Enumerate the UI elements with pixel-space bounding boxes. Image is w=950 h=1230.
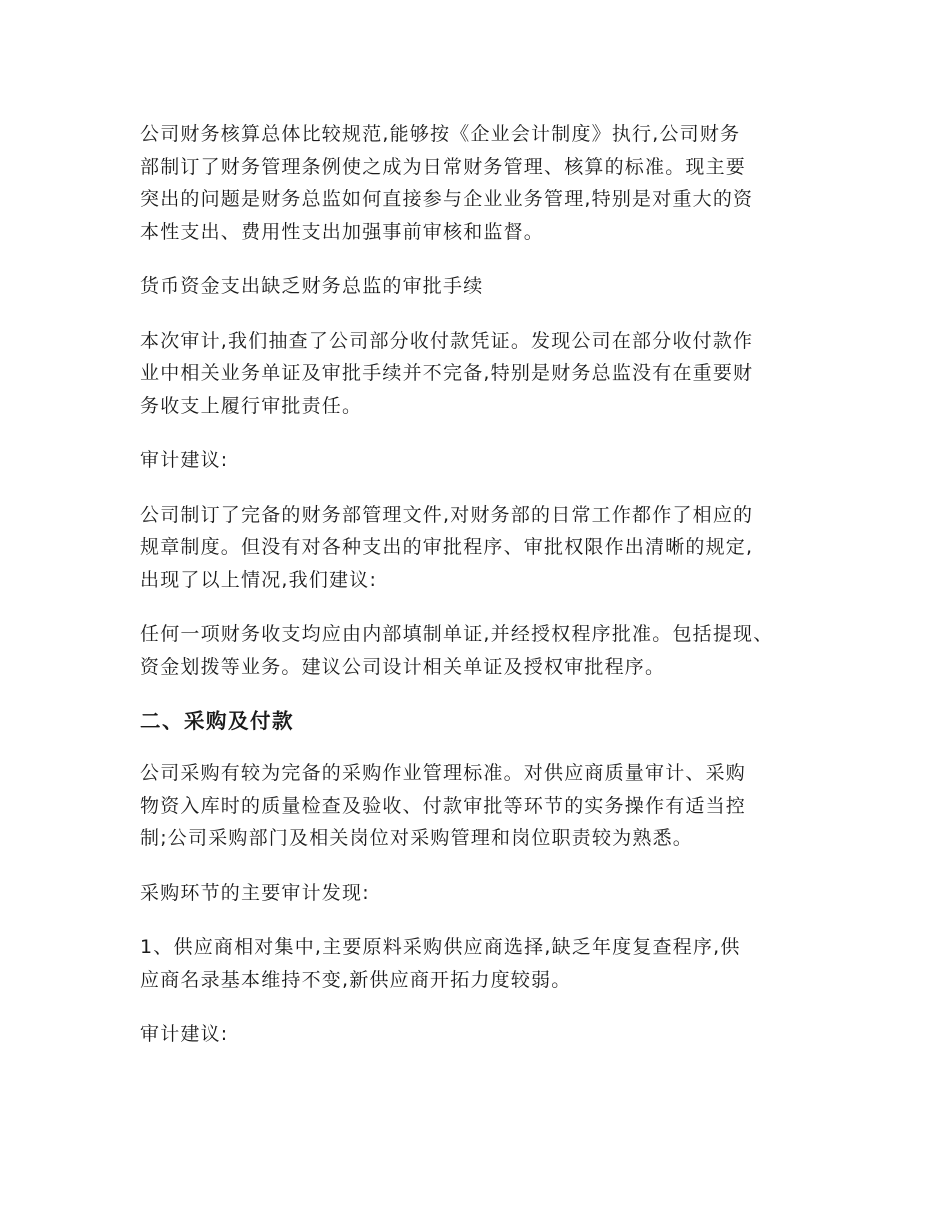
paragraph-audit-advice-label: 审计建议: <box>140 449 229 471</box>
paragraph-approval-recommendation: 任何一项财务收支均应由内部填制单证,并经授权程序批准。包括提现、 资金划拨等业务。建议公司设计相关单证及授权审批程序。 <box>140 623 774 678</box>
paragraph-finance-overview: 公司财务核算总体比较规范,能够按《企业会计制度》执行,公司财务 部制订了财务管理条例使之成为日常财务管理、核算的标准。现主要 突出的问题是财务总监如何直接参与企业业务管理,特别是对重大的资 本性支出、费用性支出加强事前审核和监督。 <box>140 123 754 243</box>
paragraph-supplier-finding: 1、供应商相对集中,主要原料采购供应商选择,缺乏年度复查程序,供 应商名录基本维持不变,新供应商开拓力度较弱。 <box>140 936 741 991</box>
document-body <box>140 118 820 1073</box>
paragraph-audit-finding: 本次审计,我们抽查了公司部分收付款凭证。发现公司在部分收付款作 业中相关业务单证及审批手续并不完备,特别是财务总监没有在重要财 务收支上履行审批责任。 <box>140 329 754 417</box>
paragraph-cash-approval-issue: 货币资金支出缺乏财务总监的审批手续 <box>140 275 484 297</box>
paragraph-management-files: 公司制订了完备的财务部管理文件,对财务部的日常工作都作了相应的 规章制度。但没有对各种支出的审批程序、审批权限作出清晰的规定, 出现了以上情况,我们建议: <box>140 503 754 591</box>
section-heading-procurement: 二、采购及付款 <box>140 709 294 733</box>
paragraph-procurement-findings-label: 采购环节的主要审计发现: <box>140 881 370 904</box>
paragraph-procurement-overview: 公司采购有较为完备的采购作业管理标准。对供应商质量审计、采购 物资入库时的质量检查及验收、付款审批等环节的实务操作有适当控 制;公司采购部门及相关岗位对采购管理和岗位职责较为熟悉。 <box>140 762 747 849</box>
paragraph-audit-advice-label-2: 审计建议: <box>140 1023 229 1045</box>
